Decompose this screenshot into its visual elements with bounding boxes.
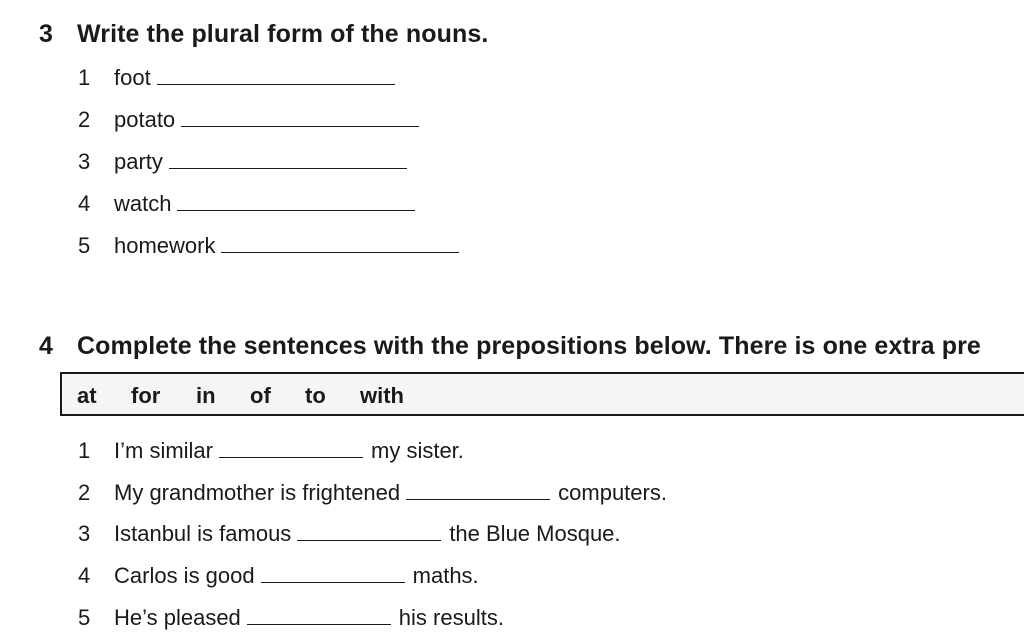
word-bank-item: for [131,383,161,408]
exercise-instruction: Write the plural form of the nouns. [77,20,489,48]
sentence-item [78,560,479,588]
list-item [78,146,407,174]
noun-word: foot [114,65,151,90]
item-number: 5 [78,233,91,258]
answer-blank[interactable] [261,560,405,583]
list-item [78,104,419,132]
item-number: 4 [78,191,91,216]
sentence-item [78,602,504,630]
item-number: 3 [78,149,91,174]
sentence-end: my sister. [371,438,464,463]
exercise-number: 4 [39,332,54,360]
answer-blank[interactable] [219,435,363,458]
word-bank-item: with [360,383,404,408]
item-number: 4 [78,563,91,588]
sentence-start: Istanbul is famous [114,521,292,546]
noun-word: party [114,149,163,174]
item-number: 5 [78,605,91,630]
exercise-instruction: Complete the sentences with the prepositions below. There is one extra pre [77,332,981,360]
answer-blank[interactable] [247,602,391,625]
sentence-start: He’s pleased [114,605,241,630]
answer-blank[interactable] [181,104,419,127]
word-bank-item: of [250,383,271,408]
word-bank-item: to [305,383,326,408]
answer-blank[interactable] [221,230,459,253]
noun-word: potato [114,107,176,132]
answer-blank[interactable] [157,62,395,85]
word-bank-item: in [196,383,216,408]
item-number: 1 [78,65,91,90]
item-number: 2 [78,480,91,505]
sentence-item [78,435,464,463]
sentence-start: I’m similar [114,438,213,463]
sentence-end: maths. [412,563,479,588]
noun-word: homework [114,233,216,258]
exercise-3-heading [39,20,488,49]
answer-blank[interactable] [177,188,415,211]
list-item [78,62,395,90]
item-number: 2 [78,107,91,132]
exercise-number: 3 [39,20,54,48]
preposition-word-bank [60,372,1024,416]
word-bank-item: at [77,383,97,408]
noun-word: watch [114,191,172,216]
answer-blank[interactable] [297,518,441,541]
sentence-item [78,518,621,546]
sentence-start: My grandmother is frightened [114,480,401,505]
list-item [78,188,415,216]
sentence-end: computers. [558,480,667,505]
item-number: 3 [78,521,91,546]
item-number: 1 [78,438,91,463]
answer-blank[interactable] [406,477,550,500]
exercise-4-heading [39,332,981,361]
sentence-end: the Blue Mosque. [449,521,621,546]
sentence-start: Carlos is good [114,563,255,588]
sentence-end: his results. [398,605,504,630]
sentence-item [78,477,667,505]
answer-blank[interactable] [169,146,407,169]
list-item [78,230,459,258]
